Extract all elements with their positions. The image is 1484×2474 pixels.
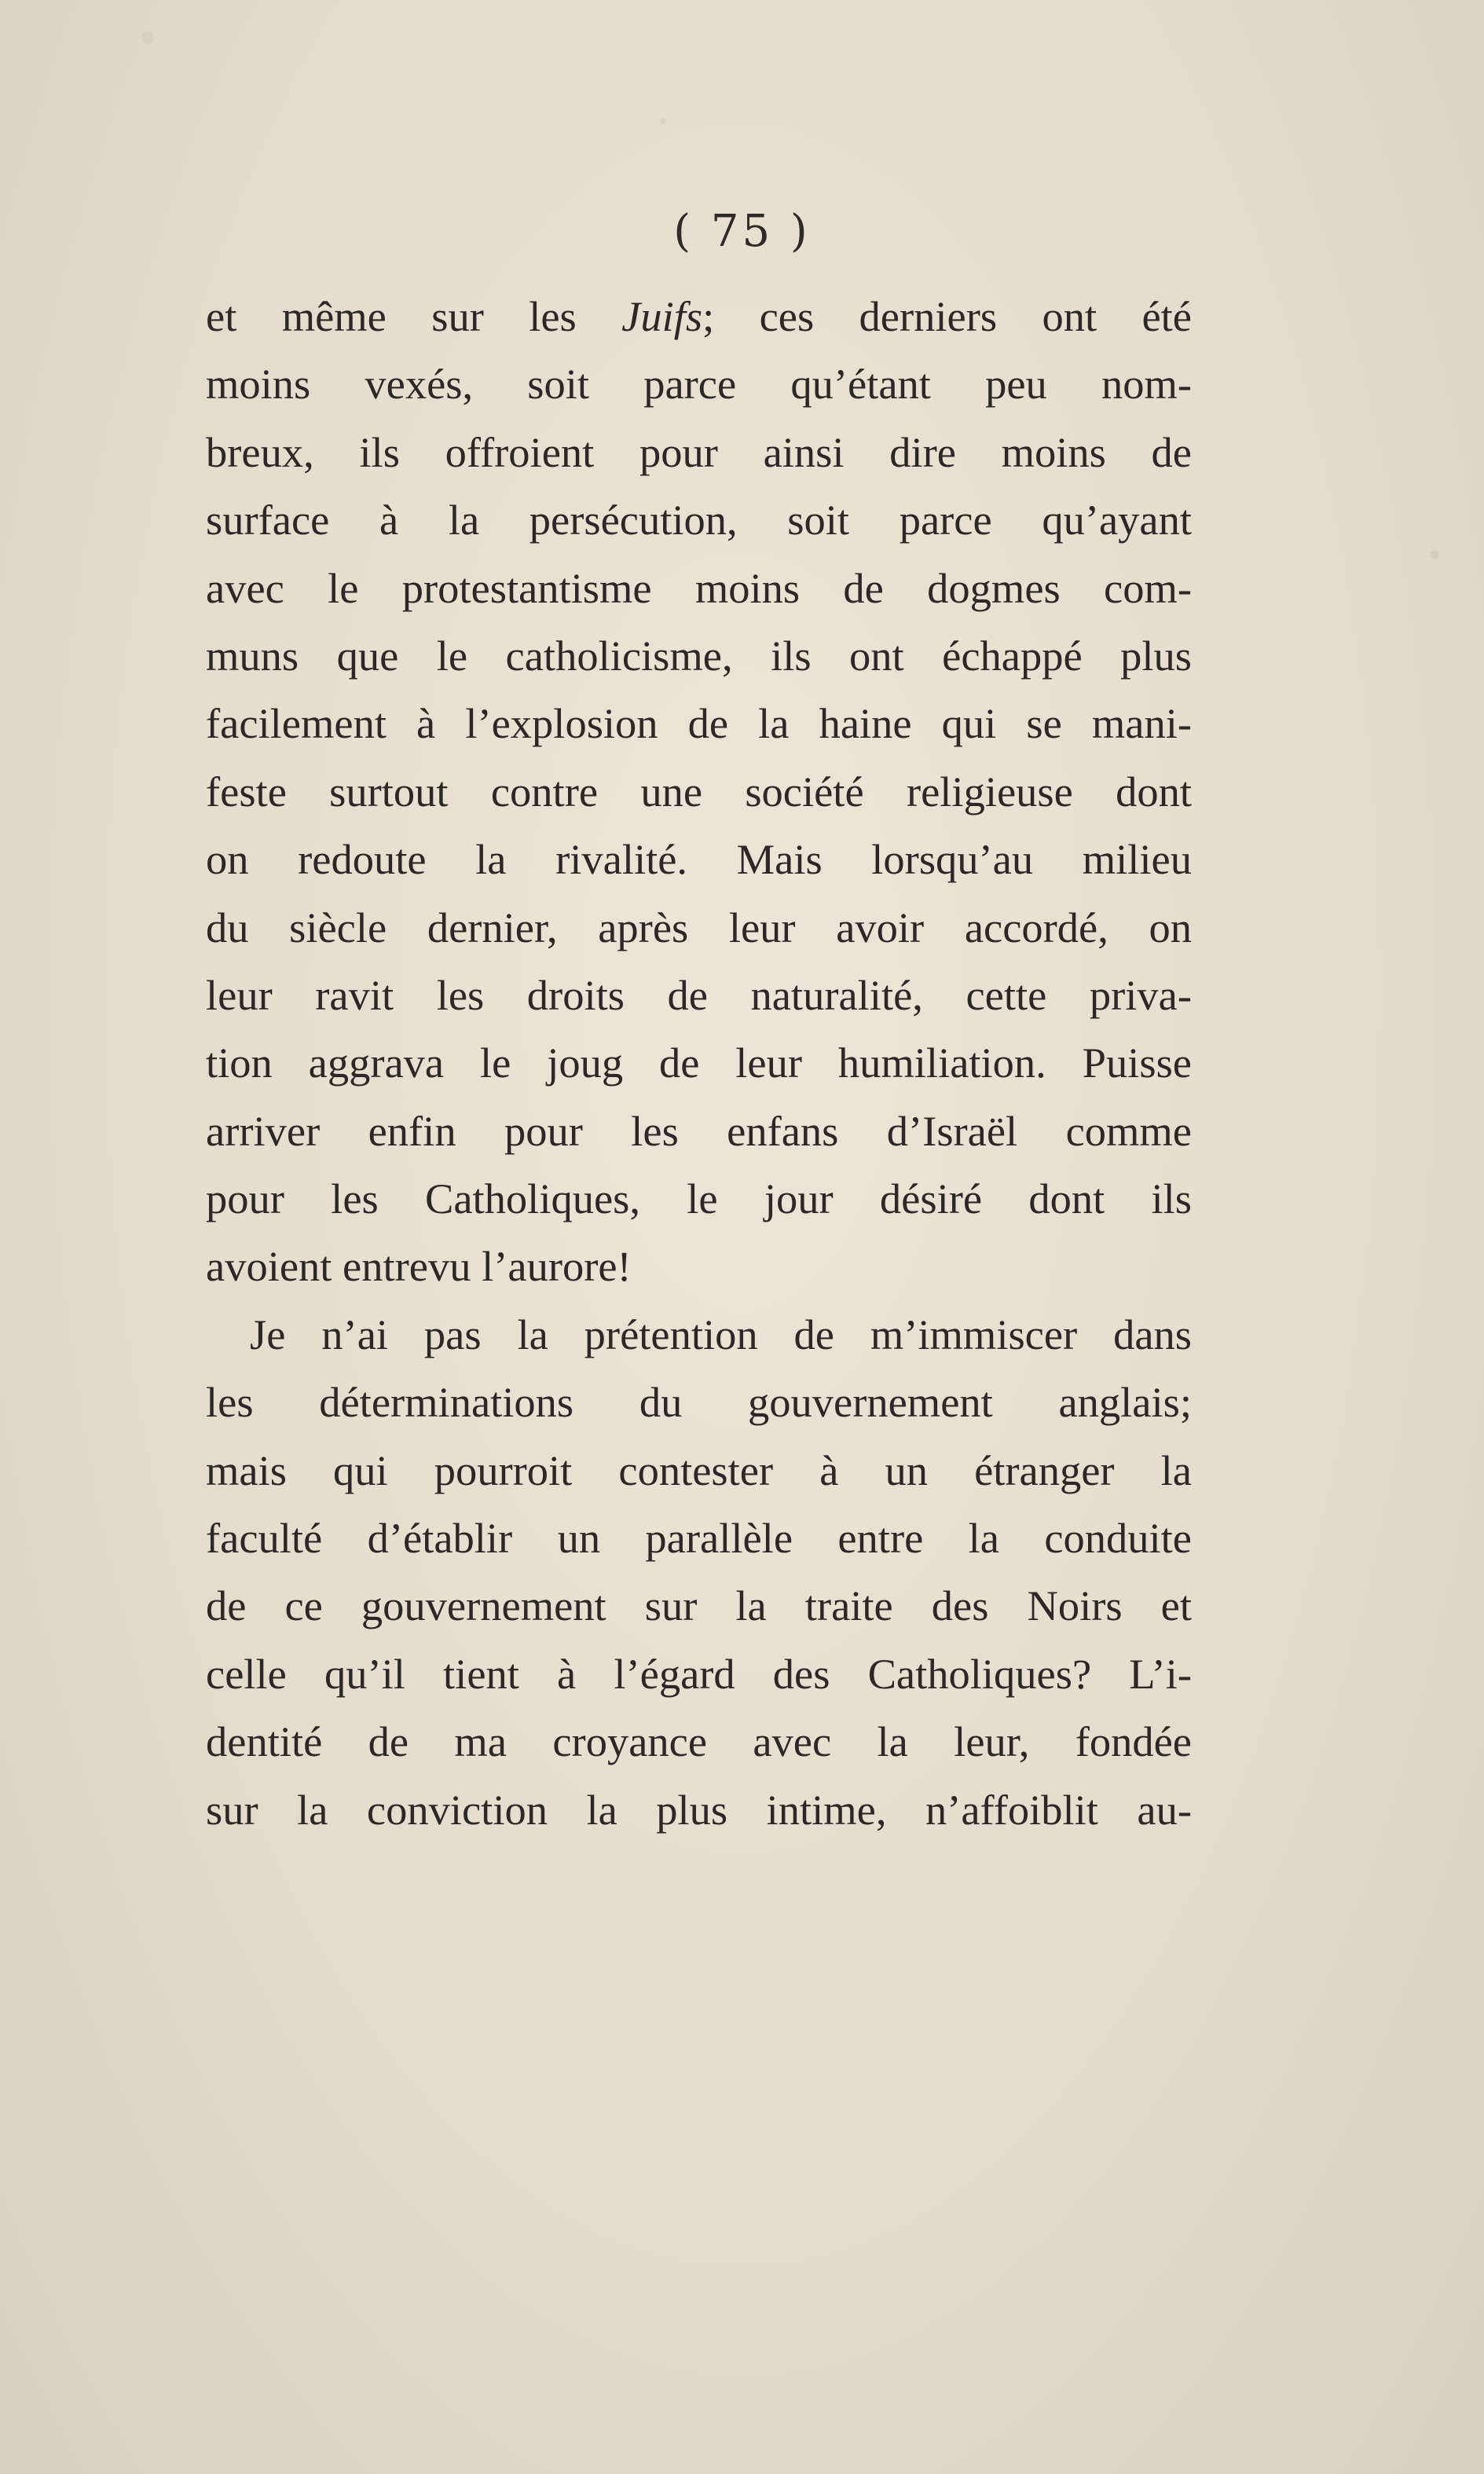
text-line [206,1233,1192,1300]
paragraph [206,1301,1192,1844]
text-segment: muns que le catholicisme, ils ont échappé plus [206,631,1192,680]
text-line [206,894,1192,962]
text-line [206,283,1192,350]
text-line [206,1505,1192,1572]
text-segment: ; ces derniers ont été [702,292,1192,340]
text-segment: et même sur les [206,292,622,340]
text-segment: tion aggrava le joug de leur humiliation. Puisse [206,1039,1192,1087]
text-segment: feste surtout contre une société religieuse dont [206,767,1192,816]
text-line [206,1369,1192,1436]
text-line [206,1301,1192,1369]
paragraph [206,283,1192,1301]
text-line [206,1640,1192,1708]
text-segment: surface à la persécution, soit parce qu’ayant [206,496,1192,544]
text-line [206,1776,1192,1844]
text-segment: du siècle dernier, après leur avoir accordé, on [206,903,1192,951]
text-line [206,690,1192,757]
text-segment: pour les Catholiques, le jour désiré dont ils [206,1175,1192,1223]
page-number: ( 75 ) [673,206,811,257]
paper-spot [141,31,154,44]
text-segment: avec le protestantisme moins de dogmes com- [206,563,1192,612]
text-segment: Je n’ai pas la prétention de m’immiscer dans [250,1310,1192,1358]
text-segment: moins vexés, soit parce qu’étant peu nom- [206,360,1192,409]
body-text [206,283,1192,1844]
text-line [206,555,1192,622]
text-line [206,1098,1192,1165]
text-line [206,1165,1192,1233]
text-line [206,1572,1192,1640]
italic-word: Juifs [621,292,703,340]
text-segment: mais qui pourroit contester à un étranger la [206,1446,1192,1494]
text-segment: celle qu’il tient à l’égard des Catholiques? L’i- [206,1649,1192,1698]
text-segment: avoient entrevu l’aurore! [206,1242,632,1291]
text-line [206,1029,1192,1097]
paper-spot [1430,550,1439,559]
text-segment: faculté d’établir un parallèle entre la conduite [206,1514,1192,1563]
text-line [206,1437,1192,1505]
text-line [206,758,1192,826]
text-line [206,419,1192,486]
text-segment: breux, ils offroient pour ainsi dire moins de [206,427,1192,476]
text-segment: sur la conviction la plus intime, n’affoiblit au- [206,1785,1192,1834]
text-segment: on redoute la rivalité. Mais lorsqu’au milieu [206,835,1192,884]
text-line [206,622,1192,690]
text-line [206,1708,1192,1776]
text-segment: les déterminations du gouvernement anglais; [206,1378,1192,1427]
paper-spot [660,118,666,124]
text-segment: arriver enfin pour les enfans d’Israël comme [206,1106,1192,1155]
text-segment: facilement à l’explosion de la haine qui se mani- [206,699,1192,748]
text-segment: de ce gouvernement sur la traite des Noirs et [206,1582,1192,1630]
text-line [206,486,1192,554]
text-line [206,826,1192,893]
text-line [206,962,1192,1029]
text-segment: leur ravit les droits de naturalité, cette priva- [206,970,1192,1019]
text-line [206,350,1192,418]
text-segment: dentité de ma croyance avec la leur, fondée [206,1717,1192,1766]
